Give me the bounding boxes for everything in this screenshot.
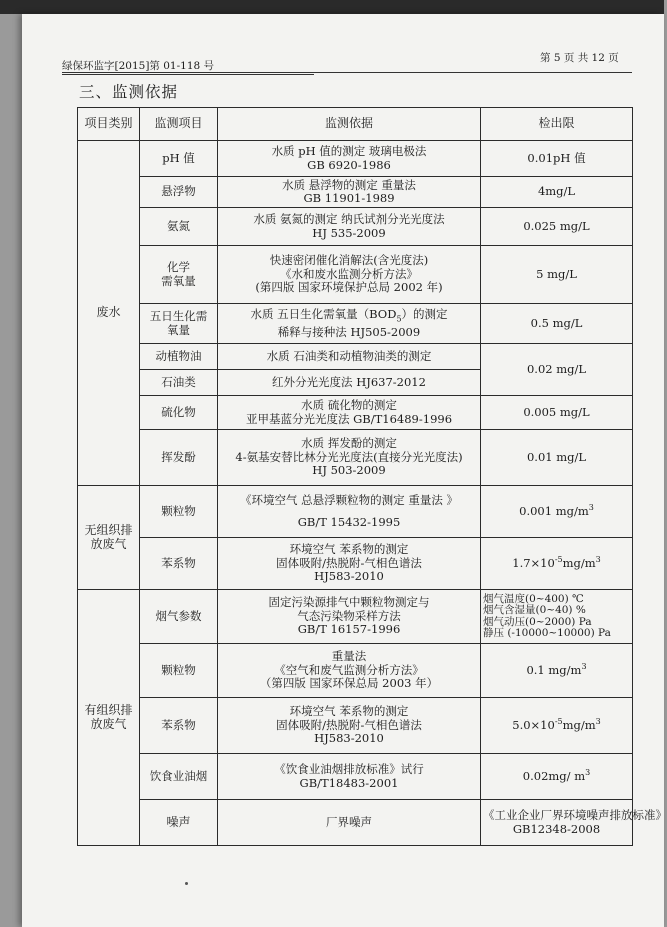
basis-cell: 重量法 《空气和废气监测分析方法》 （第四版 国家环保总局 2003 年） (218, 644, 481, 698)
item-cell: 化学 需氧量 (140, 246, 218, 304)
table-row (78, 396, 633, 430)
limit-cell: 0.02mg/ $m^3$ (481, 754, 633, 800)
category-noise: 噪声 (140, 800, 218, 846)
table-row (78, 538, 633, 590)
table-row (78, 800, 633, 846)
basis-cell: 《环境空气 总悬浮颗粒物的测定 重量法 》 GB/T 15432-1995 (218, 486, 481, 538)
limit-cell: 0.01pH 值 (481, 141, 633, 177)
table-row (78, 177, 633, 208)
limit-cell: $1.7\times 10^{-5}mg/m^3$ (481, 538, 633, 590)
basis-cell: 《饮食业油烟排放标准》试行 GB/T18483-2001 (218, 754, 481, 800)
item-cell: pH 值 (140, 141, 218, 177)
item-cell: 颗粒物 (140, 486, 218, 538)
basis-cell: 水质 五日生化需氧量$(BOD_5)$的测定 稀释与接种法 HJ505-2009 (218, 304, 481, 344)
column-header: 监测项目 (140, 108, 218, 141)
scan-top-edge (0, 0, 664, 14)
basis-cell: 红外分光光度法 HJ637-2012 (218, 370, 481, 396)
limit-cell: 0.5 mg/L (481, 304, 633, 344)
basis-cell: 水质 pH 值的测定 玻璃电极法 GB 6920-1986 (218, 141, 481, 177)
item-cell: 苯系物 (140, 538, 218, 590)
limit-cell: 烟气温度(0~400) ℃ 烟气含湿量(0~40) % 烟气动压(0~2000) Pa 静压 (-10000~10000) Pa (481, 590, 633, 644)
limit-cell: 0.1 $mg/m^3$ (481, 644, 633, 698)
item-cell: 动植物油 (140, 344, 218, 370)
item-cell: 厂界噪声 (218, 800, 481, 846)
column-header: 项目类别 (78, 108, 140, 141)
item-cell: 饮食业油烟 (140, 754, 218, 800)
column-header: 检出限 (481, 108, 633, 141)
table-row (78, 590, 633, 644)
basis-cell: 水质 氨氮的测定 纳氏试剂分光光度法 HJ 535-2009 (218, 208, 481, 246)
item-cell: 五日生化需 氧量 (140, 304, 218, 344)
item-cell: 苯系物 (140, 698, 218, 754)
category-unorganized-gas: 无组织排 放废气 (78, 486, 140, 590)
limit-cell: 4mg/L (481, 177, 633, 208)
column-header: 监测依据 (218, 108, 481, 141)
limit-cell: 0.005 mg/L (481, 396, 633, 430)
basis-cell: 快速密闭催化消解法(含光度法) 《水和废水监测分析方法》 (第四版 国家环境保护总局 2002 年) (218, 246, 481, 304)
table-header-row (78, 108, 633, 141)
limit-cell: 5 mg/L (481, 246, 633, 304)
table-row (78, 486, 633, 538)
item-cell: 挥发酚 (140, 430, 218, 486)
table-row (78, 141, 633, 177)
limit-cell: 0.025 mg/L (481, 208, 633, 246)
table-row (78, 344, 633, 370)
header-rule (62, 72, 632, 73)
limit-cell: $5.0\times 10^{-5}mg/m^3$ (481, 698, 633, 754)
item-cell: 石油类 (140, 370, 218, 396)
table-row (78, 644, 633, 698)
basis-cell: 水质 硫化物的测定 亚甲基蓝分光光度法 GB/T16489-1996 (218, 396, 481, 430)
category-organized-gas: 有组织排 放废气 (78, 590, 140, 846)
basis-cell: 环境空气 苯系物的测定 固体吸附/热脱附-气相色谱法 HJ583-2010 (218, 698, 481, 754)
table-row (78, 754, 633, 800)
item-cell: 悬浮物 (140, 177, 218, 208)
monitoring-basis-table (77, 107, 667, 846)
basis-cell: 水质 挥发酚的测定 4-氨基安替比林分光光度法(直接分光光度法) HJ 503-2009 (218, 430, 481, 486)
page-count: 第 5 页 共 12 页 (540, 52, 619, 64)
limit-cell: 0.001 $mg/m^3$ (481, 486, 633, 538)
table-row (78, 208, 633, 246)
limit-cell: 0.02 mg/L (481, 344, 633, 396)
basis-cell: 固定污染源排气中颗粒物测定与 气态污染物采样方法 GB/T 16157-1996 (218, 590, 481, 644)
basis-cell: 《工业企业厂界环境噪声排放标准》 GB12348-2008 (481, 800, 633, 846)
document-number: 绿保环监字[2015]第 01-118 号 (62, 58, 314, 75)
table-row (78, 430, 633, 486)
basis-cell: 水质 石油类和动植物油类的测定 (218, 344, 481, 370)
table-row (78, 304, 633, 344)
category-wastewater: 废水 (78, 141, 140, 486)
item-cell: 颗粒物 (140, 644, 218, 698)
table-row (78, 246, 633, 304)
scan-speck (185, 882, 188, 885)
basis-cell: 环境空气 苯系物的测定 固体吸附/热脱附-气相色谱法 HJ583-2010 (218, 538, 481, 590)
item-cell: 氨氮 (140, 208, 218, 246)
item-cell: 烟气参数 (140, 590, 218, 644)
table-row (78, 698, 633, 754)
item-cell: 硫化物 (140, 396, 218, 430)
basis-cell: 水质 悬浮物的测定 重量法 GB 11901-1989 (218, 177, 481, 208)
section-title: 三、监测依据 (79, 83, 179, 101)
limit-cell: 0.01 mg/L (481, 430, 633, 486)
